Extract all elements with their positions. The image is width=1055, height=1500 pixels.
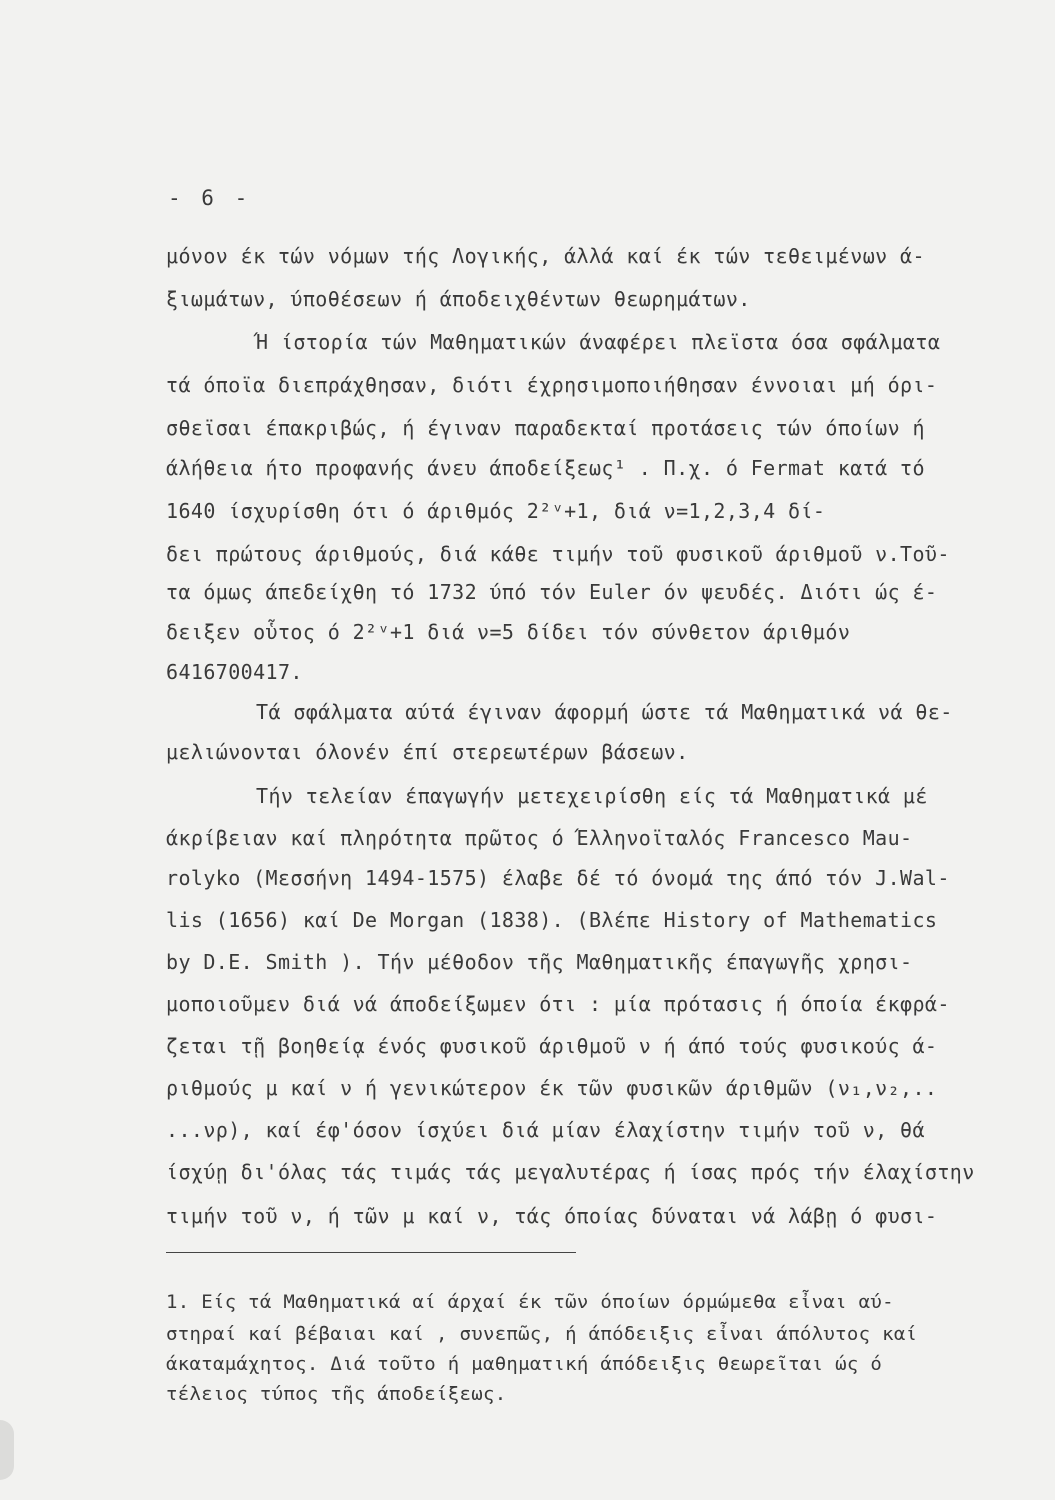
body-line: ριθμούς μ καί ν ή γενικώτερον έκ τῶν φυσικῶν άριθμῶν (ν₁,ν₂,.. — [166, 1076, 938, 1100]
body-line: ...νρ), καί έφ'όσον ίσχύει διά μίαν έλαχίστην τιμήν τοῦ ν, θά — [166, 1118, 925, 1142]
body-line: σθεϊσαι έπακριβώς, ή έγιναν παραδεκταί προτάσεις τών όποίων ή — [166, 416, 925, 440]
footnote-divider — [166, 1252, 576, 1253]
body-line: ίσχύῃ δι'όλας τάς τιμάς τάς μεγαλυτέρας ή ίσας πρός τήν έλαχίστην — [166, 1160, 975, 1184]
body-line: ζεται τῇ βοηθείᾳ ένός φυσικοῦ άριθμοῦ ν ή άπό τούς φυσικούς ά- — [166, 1034, 938, 1058]
page-number: - 6 - — [168, 186, 252, 210]
footnote-line: τέλειος τύπος τῆς άποδείξεως. — [166, 1383, 507, 1405]
body-line: Ή ίστορία τών Μαθηματικών άναφέρει πλεϊστα όσα σφάλματα — [256, 330, 941, 354]
body-line: lis (1656) καί De Morgan (1838). (Βλέπε History of Mathematics — [166, 908, 938, 932]
footnote-line: άκαταμάχητος. Διά τοῦτο ή μαθηματική άπόδειξις θεωρεῖται ώς ό — [166, 1353, 883, 1375]
body-line: δειξεν οὗτος ό 2²ᵛ+1 διά ν=5 δίδει τόν σύνθετον άριθμόν — [166, 620, 851, 644]
body-line: μόνον έκ τών νόμων τής Λογικής, άλλά καί έκ τών τεθειμένων ά- — [166, 244, 925, 268]
scan-edge-shadow — [0, 1420, 14, 1480]
body-line: 1640 ίσχυρίσθη ότι ό άριθμός 2²ᵛ+1, διά ν=1,2,3,4 δί- — [166, 499, 826, 523]
body-line: 6416700417. — [166, 660, 303, 684]
body-line: άκρίβειαν καί πληρότητα πρῶτος ό Έλληνοϊταλός Francesco Mau- — [166, 826, 913, 850]
body-line: τά όποϊα διεπράχθησαν, διότι έχρησιμοποιήθησαν έννοιαι μή όρι- — [166, 373, 938, 397]
body-line: Τά σφάλματα αύτά έγιναν άφορμή ώστε τά Μαθηματικά νά θε- — [256, 700, 953, 724]
body-line: τιμήν τοῦ ν, ή τῶν μ καί ν, τάς όποίας δύναται νά λάβῃ ό φυσι- — [166, 1204, 938, 1228]
body-line: άλήθεια ήτο προφανής άνευ άποδείξεως¹ . Π.χ. ό Fermat κατά τό — [166, 456, 925, 480]
body-line: δει πρώτους άριθμούς, διά κάθε τιμήν τοῦ φυσικοῦ άριθμοῦ ν.Τοῦ- — [166, 542, 950, 566]
body-line: ξιωμάτων, ύποθέσεων ή άποδειχθέντων θεωρημάτων. — [166, 287, 751, 311]
body-line: μοποιοῦμεν διά νά άποδείξωμεν ότι : μία πρότασις ή όποία έκφρά- — [166, 992, 950, 1016]
body-line: rolyko (Μεσσήνη 1494-1575) έλαβε δέ τό όνομά της άπό τόν J.Wal- — [166, 866, 950, 890]
body-line: τα όμως άπεδείχθη τό 1732 ύπό τόν Euler όν ψευδές. Διότι ώς έ- — [166, 580, 938, 604]
body-line: μελιώνονται όλονέν έπί στερεωτέρων βάσεων. — [166, 740, 689, 764]
footnote-line: 1. Είς τά Μαθηματικά αί άρχαί έκ τῶν όποίων όρμώμεθα εἶναι αύ- — [166, 1291, 894, 1313]
body-line: by D.E. Smith ). Τήν μέθοδον τῆς Μαθηματικῆς έπαγωγῆς χρησι- — [166, 950, 913, 974]
footnote-line: στηραί καί βέβαιαι καί , συνεπῶς, ή άπόδειξις εἶναι άπόλυτος καί — [166, 1323, 918, 1345]
body-line: Τήν τελείαν έπαγωγήν μετεχειρίσθη είς τά Μαθηματικά μέ — [256, 784, 928, 808]
